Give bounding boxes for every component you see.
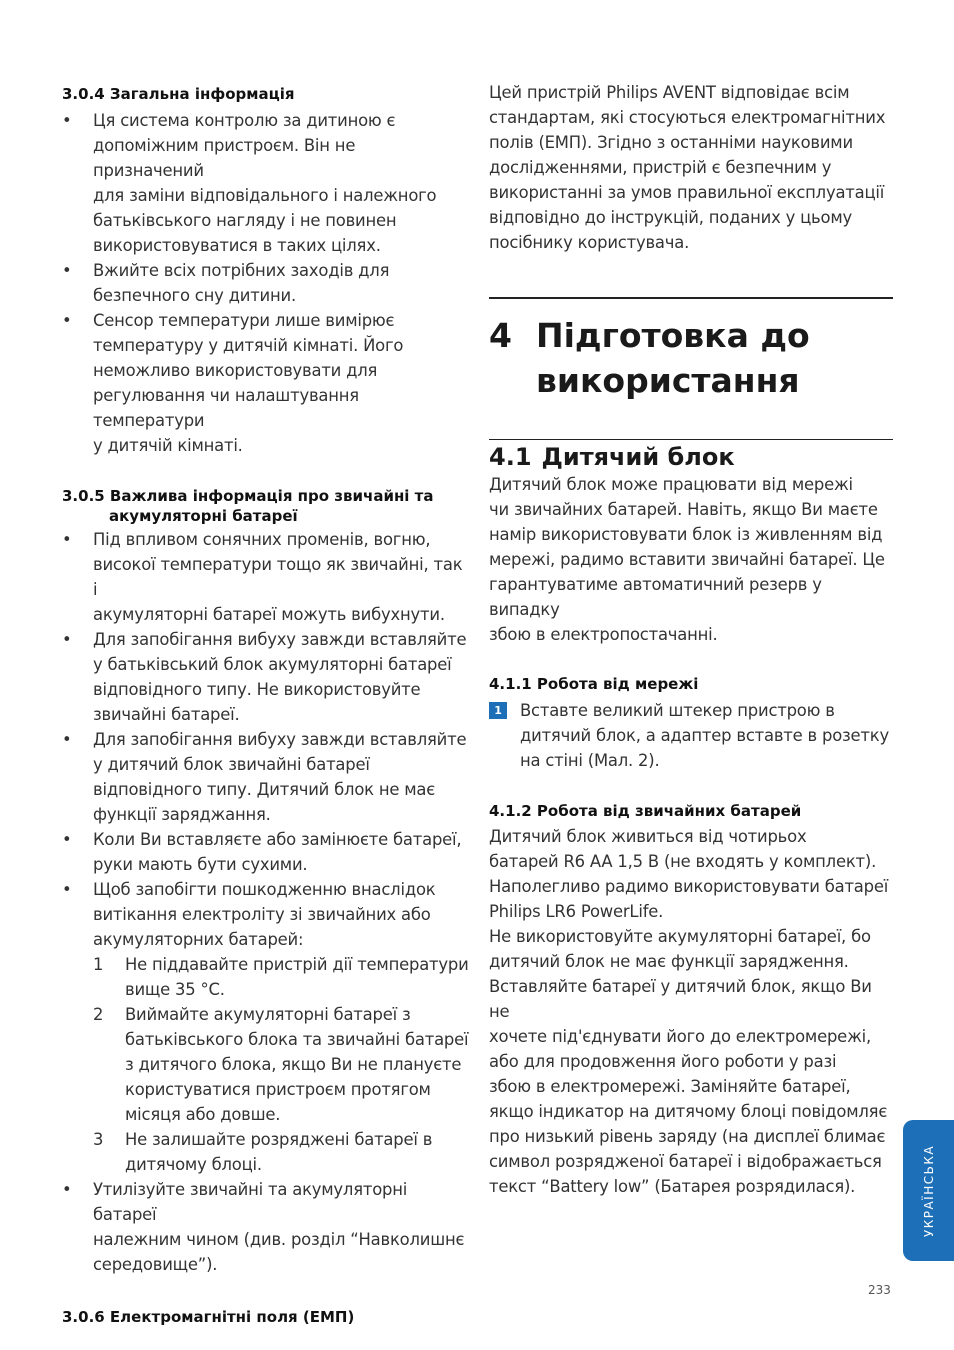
- numbered-item-text: [125, 1130, 432, 1174]
- text-line: Сенсор температури лише вимірює: [93, 311, 395, 330]
- list-item: [62, 627, 470, 727]
- text-line: Коли Ви вставляєте або замінюєте батареї,: [93, 830, 462, 849]
- text-line: дитячий блок не має функції зарядження.: [489, 952, 849, 971]
- language-tab-label: УКРАЇНСЬКА: [921, 1144, 936, 1237]
- text-line: збою в електромережі. Заміняйте батареї,: [489, 1077, 851, 1096]
- section-heading: [489, 442, 893, 472]
- text-line: Наполегливо радимо використовувати батареї: [489, 877, 889, 896]
- list-item-text: [93, 530, 462, 624]
- text-line: Щоб запобігти пошкодженню внаслідок: [93, 880, 436, 899]
- heading-3-0-5-line1: 3.0.5 Важлива інформація про звичайні та: [62, 487, 434, 505]
- text-line: користуватися пристроєм протягом: [125, 1080, 431, 1099]
- bullet-icon: •: [62, 830, 72, 849]
- text-line: батарей R6 AA 1,5 В (не входять у комплект).: [489, 852, 877, 871]
- text-line: або для продовження його роботи у разі: [489, 1052, 837, 1071]
- text-line: мережі, радимо вставити звичайні батареї. Це: [489, 550, 885, 569]
- heading-4-1-2: 4.1.2 Робота від звичайних батарей: [489, 802, 802, 820]
- text-line: Виймайте акумуляторні батареї з: [125, 1005, 411, 1024]
- list-item: [62, 1177, 470, 1277]
- bullet-icon: •: [62, 1180, 72, 1199]
- battery-paragraph: [489, 824, 893, 1199]
- list-3-0-5-last: [62, 1177, 470, 1277]
- text-line: дослідженнями, пристрій є безпечним у: [489, 158, 832, 177]
- list-item-text: [93, 630, 466, 724]
- text-line: хочете під'єднувати його до електромережі,: [489, 1027, 871, 1046]
- list-item: [62, 827, 470, 877]
- text-line: текст “Battery low” (Батарея розрядилася).: [489, 1177, 856, 1196]
- text-line: полів (ЕМП). Згідно з останніми науковими: [489, 133, 853, 152]
- text-line: батьківського блока та звичайні батареї: [125, 1030, 469, 1049]
- text-line: температуру у дитячій кімнаті. Його: [93, 336, 404, 355]
- list-item-text: [93, 311, 403, 455]
- text-line: на стіні (Мал. 2).: [520, 751, 660, 770]
- text-line: Дитячий блок може працювати від мережі: [489, 475, 853, 494]
- numbered-item: [93, 1002, 470, 1127]
- text-line: неможливо використовувати для: [93, 361, 378, 380]
- text-line: Утилізуйте звичайні та акумуляторні батареї: [93, 1180, 408, 1224]
- text-line: високої температури тощо як звичайні, так і: [93, 555, 463, 599]
- chapter-title: [536, 313, 810, 403]
- text-line: з дитячого блока, якщо Ви не плануєте: [125, 1055, 462, 1074]
- emf-paragraph: [489, 80, 893, 255]
- bullet-icon: •: [62, 630, 72, 649]
- heading-3-0-5-line2: акумуляторні батареї: [109, 507, 298, 525]
- bullet-icon: •: [62, 530, 72, 549]
- text-line: Цей пристрій Philips AVENT відповідає всім: [489, 83, 850, 102]
- text-line: середовище”).: [93, 1255, 218, 1274]
- text-line: Дитячий блок живиться від чотирьох: [489, 827, 807, 846]
- list-item: [62, 108, 470, 258]
- section-number: 4.1: [489, 443, 532, 471]
- text-line: Не залишайте розряджені батареї в: [125, 1130, 433, 1149]
- item-number: 3: [93, 1130, 104, 1149]
- text-line: Ця система контролю за дитиною є: [93, 111, 396, 130]
- text-line: Під впливом сонячних променів, вогню,: [93, 530, 431, 549]
- bullet-icon: •: [62, 730, 72, 749]
- chapter-title-line2: використання: [536, 361, 800, 400]
- numbered-item-text: [125, 955, 469, 999]
- text-line: Не піддавайте пристрій дії температури: [125, 955, 469, 974]
- text-line: батьківського нагляду і не повинен: [93, 211, 397, 230]
- text-line: посібнику користувача.: [489, 233, 690, 252]
- list-item-text: [93, 730, 466, 824]
- text-line: допоміжним пристроєм. Він не призначений: [93, 136, 356, 180]
- list-item-text: [93, 830, 461, 874]
- bullet-icon: •: [62, 111, 72, 130]
- text-line: функції заряджання.: [93, 805, 271, 824]
- text-line: вище 35 °C.: [125, 980, 225, 999]
- list-item-text: [93, 261, 389, 305]
- text-line: безпечного сну дитини.: [93, 286, 296, 305]
- bullet-icon: •: [62, 311, 72, 330]
- list-3-0-5: [62, 527, 470, 952]
- sublist-3-0-5: [93, 952, 470, 1177]
- text-line: якщо індикатор на дитячому блоці повідомляє: [489, 1102, 888, 1121]
- bullet-icon: •: [62, 261, 72, 280]
- list-item: [62, 877, 470, 952]
- heading-3-0-6: 3.0.6 Електромагнітні поля (ЕМП): [62, 1308, 355, 1326]
- text-line: у дитячій кімнаті.: [93, 436, 243, 455]
- text-line: регулювання чи налаштування температури: [93, 386, 359, 430]
- chapter-number: 4: [489, 316, 512, 355]
- text-line: Вставляйте батареї у дитячий блок, якщо Ви не: [489, 977, 872, 1021]
- section-intro: [489, 472, 893, 647]
- text-line: акумуляторні батареї можуть вибухнути.: [93, 605, 445, 624]
- numbered-item-text: [125, 1005, 468, 1124]
- text-line: використовуватися в таких цілях.: [93, 236, 381, 255]
- text-line: Для запобігання вибуху завжди вставляйте: [93, 730, 467, 749]
- item-number: 1: [93, 955, 104, 974]
- numbered-item: [93, 1127, 470, 1177]
- left-column: [62, 80, 470, 1327]
- text-line: для заміни відповідального і належного: [93, 186, 437, 205]
- text-line: у дитячий блок звичайні батареї: [93, 755, 370, 774]
- text-line: у батьківський блок акумуляторні батареї: [93, 655, 452, 674]
- text-line: намір використовувати блок із живленням від: [489, 525, 883, 544]
- text-line: акумуляторних батарей:: [93, 930, 304, 949]
- list-item: [62, 308, 470, 458]
- right-column: [489, 80, 893, 1199]
- text-line: символ розрядженої батареї і відображається: [489, 1152, 882, 1171]
- list-item: [62, 258, 470, 308]
- step-1: [489, 698, 893, 773]
- text-line: збою в електропостачанні.: [489, 625, 718, 644]
- list-item: [62, 527, 470, 627]
- chapter-title-line1: Підготовка до: [536, 316, 810, 355]
- list-item: [62, 727, 470, 827]
- text-line: руки мають бути сухими.: [93, 855, 308, 874]
- text-line: гарантуватиме автоматичний резерв у випадку: [489, 575, 822, 619]
- text-line: Для запобігання вибуху завжди вставляйте: [93, 630, 467, 649]
- list-item-text: [93, 1180, 464, 1274]
- text-line: Philips LR6 PowerLife.: [489, 902, 664, 921]
- heading-3-0-4: 3.0.4 Загальна інформація: [62, 85, 295, 103]
- item-number: 2: [93, 1005, 104, 1024]
- text-line: дитячому блоці.: [125, 1155, 262, 1174]
- page-number: 233: [868, 1283, 891, 1297]
- step-text: [520, 701, 889, 770]
- text-line: місяця або довше.: [125, 1105, 281, 1124]
- text-line: чи звичайних батарей. Навіть, якщо Ви маєте: [489, 500, 878, 519]
- text-line: відповідно до інструкцій, поданих у цьому: [489, 208, 852, 227]
- text-line: Не використовуйте акумуляторні батареї, бо: [489, 927, 871, 946]
- heading-3-0-5: [62, 486, 470, 526]
- text-line: відповідного типу. Дитячий блок не має: [93, 780, 436, 799]
- bullet-icon: •: [62, 880, 72, 899]
- text-line: звичайні батареї.: [93, 705, 240, 724]
- list-3-0-4: [62, 108, 470, 458]
- text-line: відповідного типу. Не використовуйте: [93, 680, 421, 699]
- list-item-text: [93, 111, 436, 255]
- numbered-item: [93, 952, 470, 1002]
- heading-4-1-1: 4.1.1 Робота від мережі: [489, 675, 699, 693]
- text-line: належним чином (див. розділ “Навколишнє: [93, 1230, 465, 1249]
- section-title: Дитячий блок: [541, 443, 735, 471]
- list-item-text: [93, 880, 435, 949]
- text-line: Вжийте всіх потрібних заходів для: [93, 261, 390, 280]
- text-line: дитячий блок, а адаптер вставте в розетку: [520, 726, 889, 745]
- step-number-badge: 1: [489, 702, 507, 719]
- text-line: про низький рівень заряду (на дисплеї блимає: [489, 1127, 886, 1146]
- text-line: використанні за умов правильної експлуатації: [489, 183, 885, 202]
- text-line: стандартам, які стосуються електромагнітних: [489, 108, 886, 127]
- chapter-heading: [489, 313, 893, 403]
- language-tab: [903, 1120, 954, 1261]
- section-rule: [489, 439, 893, 440]
- text-line: витікання електроліту зі звичайних або: [93, 905, 431, 924]
- chapter-rule: [489, 297, 893, 299]
- text-line: Вставте великий штекер пристрою в: [520, 701, 835, 720]
